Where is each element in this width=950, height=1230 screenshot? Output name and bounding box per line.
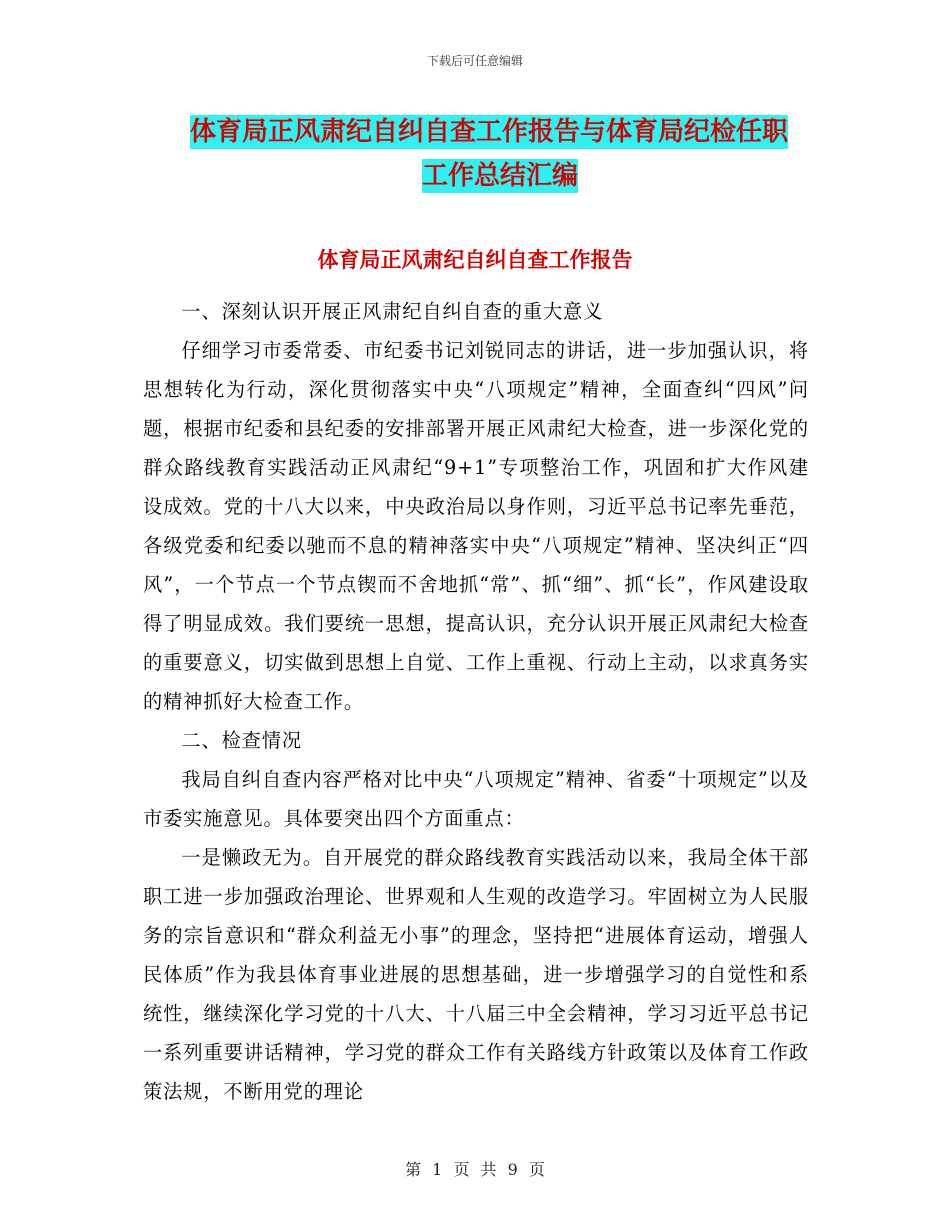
paragraph: 仔细学习市委常委、市纪委书记刘锐同志的讲话，进一步加强认识，将思想转化为行动，深化贯彻落实中央“八项规定”精神，全面查纠“四风”问题，根据市纪委和县纪委的安排部署开展正风肃纪大检查，进一步深化党的群众路线教育实践活动正风肃纪“9+1”专项整治工作，巩固和扩大作风建设成效。党的十八大以来，中央政治局以身作则，习近平总书记率先垂范，各级党委和纪委以驰而不息的精神落实中央“八项规定”精神、坚决纠正“四风”，一个节点一个节点锲而不舍地抓“常”、抓“细”、抓“长”，作风建设取得了明显成效。我们要统一思想，提高认识，充分认识开展正风肃纪大检查的重要意义，切实做到思想上自觉、工作上重视、行动上主动，以求真务实的精神抓好大检查工作。 xyxy=(143,339,809,713)
paragraph: 我局自纠自查内容严格对比中央“八项规定”精神、省委“十项规定”以及市委实施意见。具体要突出四个方面重点： xyxy=(143,768,809,830)
title-line-1-text: 体育局正风肃纪自纠自查工作报告与体育局纪检任职 xyxy=(190,117,789,147)
document-title xyxy=(190,110,810,198)
title-line-2-text: 工作总结汇编 xyxy=(421,161,578,191)
page-footer: 第 1 页 共 9 页 xyxy=(405,1160,545,1179)
paragraph-heading-2: 二、检查情况 xyxy=(181,729,302,752)
body-text xyxy=(143,292,809,1111)
title-line-2 xyxy=(190,154,810,198)
paragraph-heading-1: 一、深刻认识开展正风肃纪自纠自查的重大意义 xyxy=(181,300,604,323)
paragraph: 一是懒政无为。自开展党的群众路线教育实践活动以来，我局全体干部职工进一步加强政治理论、世界观和人生观的改造学习。牢固树立为人民服务的宗旨意识和“群众利益无小事”的理念，坚持把“进展体育运动，增强人民体质”作为我县体育事业进展的思想基础，进一步增强学习的自觉性和系统性，继续深化学习党的十八大、十八届三中全会精神，学习习近平总书记一系列重要讲话精神，学习党的群众工作有关路线方针政策以及体育工作政策法规，不断用党的理论 xyxy=(143,846,809,1103)
section-title: 体育局正风肃纪自纠自查工作报告 xyxy=(317,248,633,272)
header-note: 下载后可任意编辑 xyxy=(426,54,523,68)
title-line-1 xyxy=(190,110,810,154)
